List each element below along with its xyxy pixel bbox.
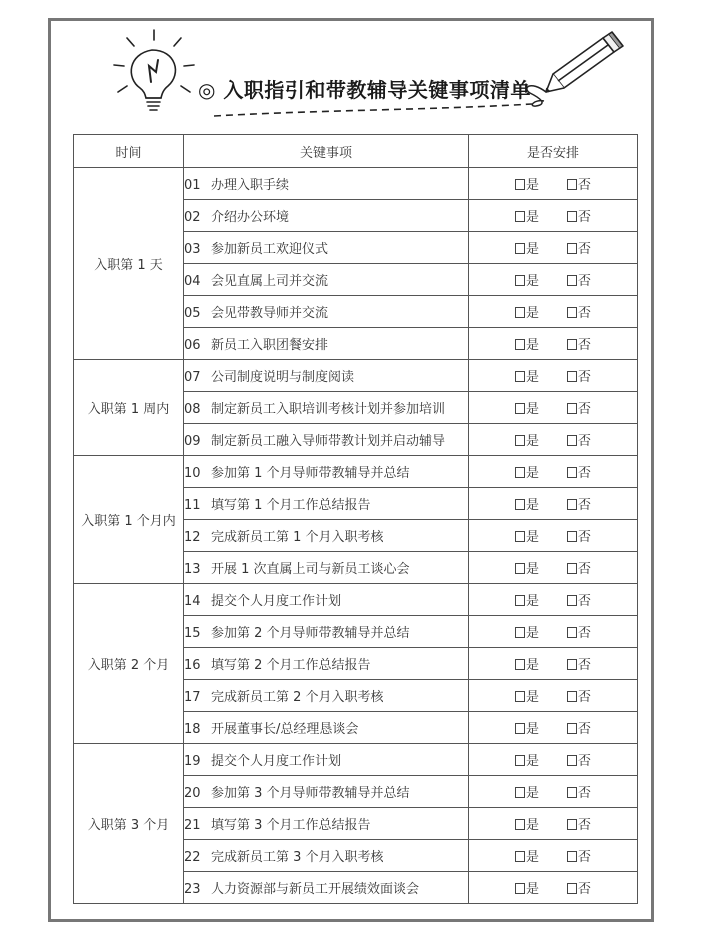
no-checkbox-option[interactable]: [567, 238, 591, 257]
yes-checkbox[interactable]: [515, 755, 525, 766]
dashed-underline: [214, 104, 532, 116]
table-row: [74, 744, 638, 776]
task-number: 20: [184, 786, 201, 801]
no-checkbox[interactable]: [567, 595, 577, 606]
task-number: 21: [184, 818, 201, 833]
yes-checkbox-option[interactable]: [515, 398, 539, 417]
arranged-cell: [469, 584, 638, 616]
arranged-cell: [469, 296, 638, 328]
no-label: 否: [578, 658, 592, 673]
no-label: 否: [578, 338, 592, 353]
no-checkbox[interactable]: [567, 339, 577, 350]
yes-checkbox[interactable]: [515, 179, 525, 190]
task-label: 填写第 2 个月工作总结报告: [211, 658, 371, 673]
no-checkbox-option[interactable]: [567, 846, 591, 865]
no-checkbox[interactable]: [567, 371, 577, 382]
task-label: 提交个人月度工作计划: [211, 754, 342, 769]
yes-checkbox-option[interactable]: [515, 238, 539, 257]
task-cell: [184, 168, 469, 200]
no-checkbox[interactable]: [567, 659, 577, 670]
yes-checkbox-option[interactable]: [515, 750, 539, 769]
table-header-row: [74, 135, 638, 168]
task-number: 18: [184, 722, 201, 737]
task-cell: [184, 488, 469, 520]
no-label: 否: [578, 562, 592, 577]
task-cell: [184, 360, 469, 392]
yes-checkbox[interactable]: [515, 275, 525, 286]
no-checkbox-option[interactable]: [567, 174, 591, 193]
no-checkbox[interactable]: [567, 243, 577, 254]
task-label: 参加第 1 个月导师带教辅导并总结: [211, 466, 410, 481]
task-label: 新员工入职团餐安排: [211, 338, 329, 353]
yes-checkbox[interactable]: [515, 595, 525, 606]
yes-checkbox[interactable]: [515, 691, 525, 702]
yes-checkbox[interactable]: [515, 499, 525, 510]
yes-checkbox-option[interactable]: [515, 462, 539, 481]
arranged-cell: [469, 232, 638, 264]
task-number: 22: [184, 850, 201, 865]
task-number: 13: [184, 562, 201, 577]
no-checkbox[interactable]: [567, 883, 577, 894]
no-checkbox-option[interactable]: [567, 526, 591, 545]
task-cell: [184, 776, 469, 808]
yes-checkbox[interactable]: [515, 563, 525, 574]
yes-label: 是: [525, 786, 539, 801]
no-label: 否: [578, 530, 592, 545]
task-cell: [184, 840, 469, 872]
no-checkbox[interactable]: [567, 787, 577, 798]
no-checkbox-option[interactable]: [567, 430, 591, 449]
task-label: 参加新员工欢迎仪式: [211, 242, 329, 257]
no-checkbox-option[interactable]: [567, 782, 591, 801]
task-cell: [184, 424, 469, 456]
lightbulb-icon: [114, 30, 194, 110]
yes-label: 是: [525, 178, 539, 193]
no-label: 否: [578, 786, 592, 801]
arranged-cell: [469, 456, 638, 488]
task-label: 公司制度说明与制度阅读: [211, 370, 355, 385]
yes-checkbox-option[interactable]: [515, 686, 539, 705]
yes-checkbox[interactable]: [515, 883, 525, 894]
no-label: 否: [578, 754, 592, 769]
no-checkbox[interactable]: [567, 755, 577, 766]
no-label: 否: [578, 178, 592, 193]
yes-checkbox[interactable]: [515, 435, 525, 446]
no-checkbox-option[interactable]: [567, 558, 591, 577]
no-checkbox-option[interactable]: [567, 622, 591, 641]
task-cell: [184, 392, 469, 424]
no-checkbox[interactable]: [567, 307, 577, 318]
yes-checkbox-option[interactable]: [515, 590, 539, 609]
yes-label: 是: [525, 370, 539, 385]
task-cell: [184, 616, 469, 648]
no-checkbox[interactable]: [567, 275, 577, 286]
arranged-cell: [469, 872, 638, 904]
task-cell: [184, 680, 469, 712]
no-checkbox-option[interactable]: [567, 686, 591, 705]
yes-checkbox-option[interactable]: [515, 782, 539, 801]
task-cell: [184, 808, 469, 840]
yes-checkbox-option[interactable]: [515, 174, 539, 193]
yes-checkbox[interactable]: [515, 627, 525, 638]
no-label: 否: [578, 690, 592, 705]
no-label: 否: [578, 434, 592, 449]
no-checkbox[interactable]: [567, 499, 577, 510]
task-cell: [184, 648, 469, 680]
arranged-cell: [469, 392, 638, 424]
task-label: 完成新员工第 1 个月入职考核: [211, 530, 384, 545]
task-number: 04: [184, 274, 201, 289]
task-number: 07: [184, 370, 201, 385]
task-cell: [184, 456, 469, 488]
task-label: 参加第 2 个月导师带教辅导并总结: [211, 626, 410, 641]
yes-label: 是: [525, 754, 539, 769]
task-label: 完成新员工第 3 个月入职考核: [211, 850, 384, 865]
no-checkbox-option[interactable]: [567, 718, 591, 737]
yes-label: 是: [525, 594, 539, 609]
yes-checkbox[interactable]: [515, 211, 525, 222]
page-title: ◎ 入职指引和带教辅导关键事项清单: [198, 78, 531, 102]
yes-checkbox-option[interactable]: [515, 302, 539, 321]
yes-checkbox-option[interactable]: [515, 270, 539, 289]
no-checkbox[interactable]: [567, 851, 577, 862]
header-arranged: 是否安排: [469, 135, 638, 168]
yes-checkbox-option[interactable]: [515, 206, 539, 225]
yes-label: 是: [525, 434, 539, 449]
task-label: 办理入职手续: [211, 178, 290, 193]
task-cell: [184, 712, 469, 744]
yes-label: 是: [525, 210, 539, 225]
yes-label: 是: [525, 242, 539, 257]
yes-checkbox[interactable]: [515, 787, 525, 798]
no-checkbox-option[interactable]: [567, 654, 591, 673]
yes-checkbox[interactable]: [515, 371, 525, 382]
period-cell: 入职第 1 个月内: [74, 456, 184, 584]
task-label: 开展 1 次直属上司与新员工谈心会: [211, 562, 410, 577]
yes-checkbox-option[interactable]: [515, 366, 539, 385]
yes-checkbox-option[interactable]: [515, 718, 539, 737]
task-cell: [184, 264, 469, 296]
yes-label: 是: [525, 818, 539, 833]
arranged-cell: [469, 712, 638, 744]
task-cell: [184, 328, 469, 360]
no-checkbox-option[interactable]: [567, 398, 591, 417]
table-row: [74, 360, 638, 392]
no-checkbox-option[interactable]: [567, 302, 591, 321]
task-label: 完成新员工第 2 个月入职考核: [211, 690, 384, 705]
task-cell: [184, 296, 469, 328]
period-cell: 入职第 1 天: [74, 168, 184, 360]
no-label: 否: [578, 818, 592, 833]
no-checkbox[interactable]: [567, 627, 577, 638]
no-checkbox-option[interactable]: [567, 814, 591, 833]
header-decoration: [0, 0, 701, 140]
no-label: 否: [578, 626, 592, 641]
yes-label: 是: [525, 882, 539, 897]
no-checkbox[interactable]: [567, 691, 577, 702]
yes-checkbox-option[interactable]: [515, 622, 539, 641]
no-checkbox[interactable]: [567, 179, 577, 190]
yes-checkbox-option[interactable]: [515, 846, 539, 865]
task-number: 03: [184, 242, 201, 257]
no-checkbox[interactable]: [567, 435, 577, 446]
task-number: 11: [184, 498, 201, 513]
task-number: 17: [184, 690, 201, 705]
task-number: 09: [184, 434, 201, 449]
yes-checkbox-option[interactable]: [515, 334, 539, 353]
task-label: 开展董事长/总经理恳谈会: [211, 722, 359, 737]
arranged-cell: [469, 552, 638, 584]
task-label: 提交个人月度工作计划: [211, 594, 342, 609]
no-checkbox-option[interactable]: [567, 750, 591, 769]
no-checkbox[interactable]: [567, 211, 577, 222]
pencil-icon: [546, 32, 623, 92]
no-checkbox-option[interactable]: [567, 270, 591, 289]
task-number: 15: [184, 626, 201, 641]
no-checkbox-option[interactable]: [567, 206, 591, 225]
yes-checkbox-option[interactable]: [515, 430, 539, 449]
yes-checkbox[interactable]: [515, 659, 525, 670]
table-row: [74, 168, 638, 200]
arranged-cell: [469, 424, 638, 456]
yes-checkbox-option[interactable]: [515, 526, 539, 545]
yes-checkbox[interactable]: [515, 243, 525, 254]
yes-checkbox-option[interactable]: [515, 878, 539, 897]
no-label: 否: [578, 594, 592, 609]
no-checkbox[interactable]: [567, 819, 577, 830]
no-checkbox-option[interactable]: [567, 878, 591, 897]
arranged-cell: [469, 808, 638, 840]
yes-label: 是: [525, 850, 539, 865]
arranged-cell: [469, 648, 638, 680]
yes-label: 是: [525, 466, 539, 481]
yes-label: 是: [525, 338, 539, 353]
yes-checkbox[interactable]: [515, 819, 525, 830]
task-cell: [184, 744, 469, 776]
task-label: 填写第 3 个月工作总结报告: [211, 818, 371, 833]
task-label: 会见直属上司并交流: [211, 274, 329, 289]
no-label: 否: [578, 210, 592, 225]
header-key-item: 关键事项: [184, 135, 469, 168]
no-checkbox[interactable]: [567, 467, 577, 478]
period-cell: 入职第 3 个月: [74, 744, 184, 904]
task-cell: [184, 232, 469, 264]
no-checkbox[interactable]: [567, 403, 577, 414]
task-label: 人力资源部与新员工开展绩效面谈会: [211, 882, 420, 897]
no-label: 否: [578, 242, 592, 257]
no-label: 否: [578, 274, 592, 289]
arranged-cell: [469, 328, 638, 360]
no-checkbox[interactable]: [567, 563, 577, 574]
task-number: 08: [184, 402, 201, 417]
task-label: 制定新员工入职培训考核计划并参加培训: [211, 402, 446, 417]
checklist-table: [73, 134, 638, 904]
no-label: 否: [578, 402, 592, 417]
no-label: 否: [578, 722, 592, 737]
task-label: 填写第 1 个月工作总结报告: [211, 498, 371, 513]
no-label: 否: [578, 466, 592, 481]
header-time: 时间: [74, 135, 184, 168]
task-cell: [184, 520, 469, 552]
yes-label: 是: [525, 690, 539, 705]
task-number: 02: [184, 210, 201, 225]
task-number: 16: [184, 658, 201, 673]
no-checkbox-option[interactable]: [567, 462, 591, 481]
yes-checkbox[interactable]: [515, 339, 525, 350]
task-number: 05: [184, 306, 201, 321]
table-row: [74, 584, 638, 616]
arranged-cell: [469, 616, 638, 648]
task-label: 参加第 3 个月导师带教辅导并总结: [211, 786, 410, 801]
no-checkbox[interactable]: [567, 531, 577, 542]
yes-checkbox[interactable]: [515, 403, 525, 414]
yes-label: 是: [525, 274, 539, 289]
arranged-cell: [469, 488, 638, 520]
period-cell: 入职第 1 周内: [74, 360, 184, 456]
task-label: 介绍办公环境: [211, 210, 290, 225]
task-cell: [184, 200, 469, 232]
task-number: 10: [184, 466, 201, 481]
no-label: 否: [578, 306, 592, 321]
yes-checkbox[interactable]: [515, 723, 525, 734]
no-checkbox-option[interactable]: [567, 366, 591, 385]
arranged-cell: [469, 840, 638, 872]
task-number: 14: [184, 594, 201, 609]
no-label: 否: [578, 370, 592, 385]
task-number: 01: [184, 178, 201, 193]
yes-label: 是: [525, 306, 539, 321]
table-row: [74, 456, 638, 488]
yes-label: 是: [525, 626, 539, 641]
task-number: 12: [184, 530, 201, 545]
yes-checkbox[interactable]: [515, 851, 525, 862]
yes-label: 是: [525, 498, 539, 513]
arranged-cell: [469, 520, 638, 552]
no-checkbox-option[interactable]: [567, 334, 591, 353]
yes-checkbox-option[interactable]: [515, 558, 539, 577]
yes-checkbox-option[interactable]: [515, 814, 539, 833]
arranged-cell: [469, 776, 638, 808]
arranged-cell: [469, 680, 638, 712]
no-checkbox[interactable]: [567, 723, 577, 734]
arranged-cell: [469, 360, 638, 392]
task-label: 会见带教导师并交流: [211, 306, 329, 321]
yes-label: 是: [525, 530, 539, 545]
task-cell: [184, 872, 469, 904]
task-cell: [184, 584, 469, 616]
yes-label: 是: [525, 658, 539, 673]
yes-checkbox[interactable]: [515, 467, 525, 478]
arranged-cell: [469, 200, 638, 232]
yes-label: 是: [525, 562, 539, 577]
task-label: 制定新员工融入导师带教计划并启动辅导: [211, 434, 446, 449]
yes-checkbox-option[interactable]: [515, 494, 539, 513]
no-label: 否: [578, 498, 592, 513]
arranged-cell: [469, 264, 638, 296]
yes-checkbox[interactable]: [515, 531, 525, 542]
arranged-cell: [469, 744, 638, 776]
yes-label: 是: [525, 722, 539, 737]
task-number: 06: [184, 338, 201, 353]
task-number: 23: [184, 882, 201, 897]
no-checkbox-option[interactable]: [567, 590, 591, 609]
period-cell: 入职第 2 个月: [74, 584, 184, 744]
task-cell: [184, 552, 469, 584]
yes-checkbox-option[interactable]: [515, 654, 539, 673]
yes-checkbox[interactable]: [515, 307, 525, 318]
task-number: 19: [184, 754, 201, 769]
no-label: 否: [578, 850, 592, 865]
no-label: 否: [578, 882, 592, 897]
arranged-cell: [469, 168, 638, 200]
no-checkbox-option[interactable]: [567, 494, 591, 513]
yes-label: 是: [525, 402, 539, 417]
